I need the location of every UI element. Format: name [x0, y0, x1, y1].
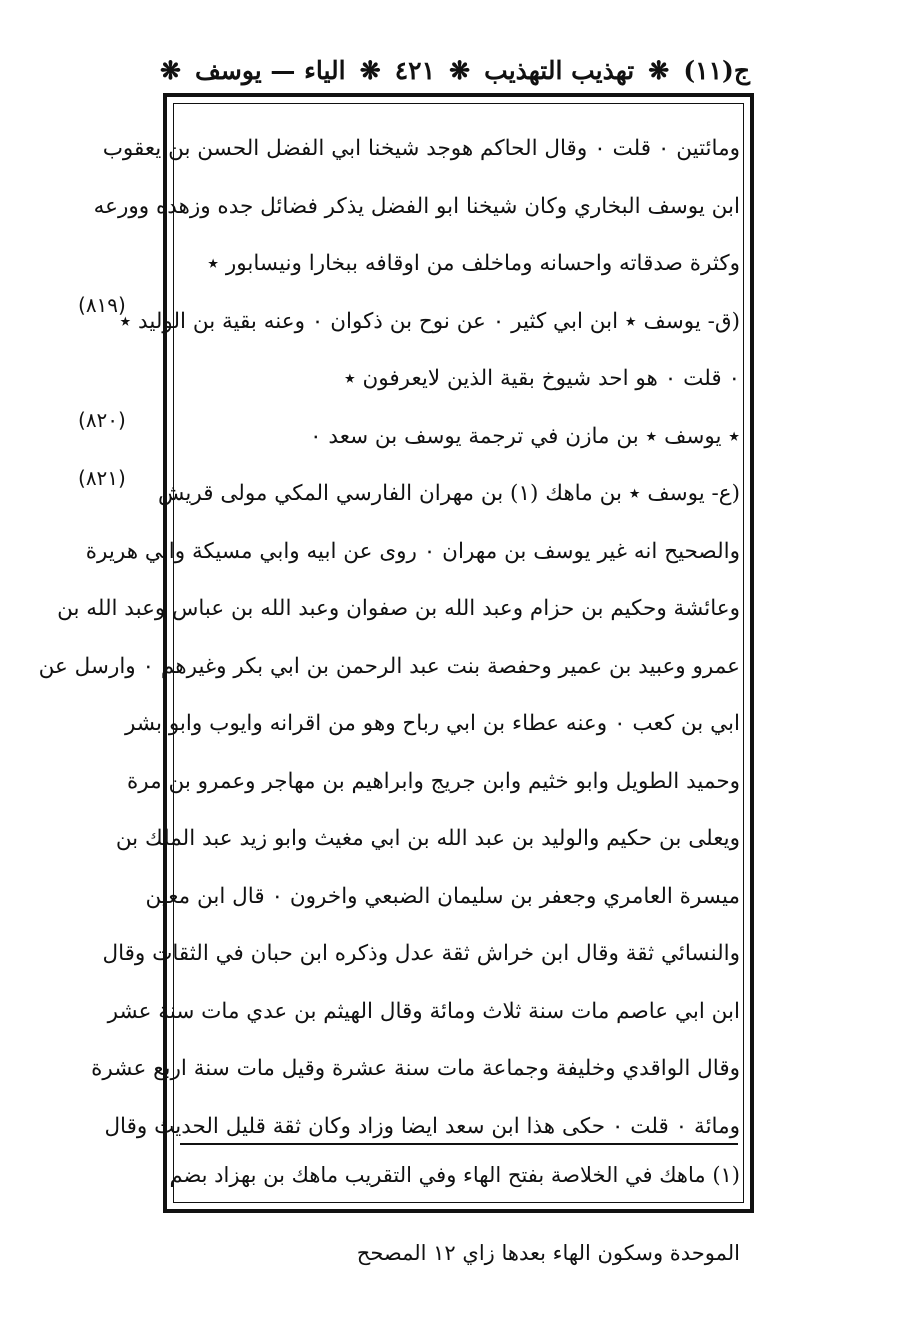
text-line: ميسرة العامري وجعفر بن سليمان الضبعي واخرون ٠ قال ابن معين	[145, 883, 740, 909]
text-line: ابن ابي عاصم مات سنة ثلاث ومائة وقال الهيثم بن عدي مات سنة عشر	[107, 998, 740, 1024]
section-title: الياء — يوسف	[195, 55, 346, 85]
ornament-icon: ❋	[449, 55, 471, 85]
text-line: ابي بن كعب ٠ وعنه عطاء بن ابي رباح وهو من اقرانه وايوب وابو بشر	[124, 711, 740, 736]
text-line: ويعلى بن حكيم والوليد بن عبد الله بن ابي مغيث وابو زيد عبد الملك بن	[115, 826, 740, 851]
text-line: عمرو وعبيد بن عمير وحفصة بنت عبد الرحمن بن ابي بكر وغيرهم ٠ وارسل عن	[38, 653, 740, 679]
text-line: ٠ قلت ٠ هو احد شيوخ بقية الذين لايعرفون ٭	[343, 366, 740, 391]
text-line: ٭ يوسف ٭ بن مازن في ترجمة يوسف بن سعد ٠	[310, 423, 740, 449]
text-line: ابن يوسف البخاري وكان شيخنا ابو الفضل يذكر فضائل جده وزهده وورعه	[93, 193, 740, 219]
volume-label: ج(١١)	[683, 55, 750, 85]
text-line: (ق- يوسف ٭ ابن ابي كثير ٠ عن نوح بن ذكوان ٠ وعنه بقية بن الوليد ٭	[119, 308, 740, 334]
page-number: ٤٢١	[394, 55, 436, 85]
text-line: ومائة ٠ قلت ٠ حكى هذا ابن سعد ايضا وزاد وكان ثقة قليل الحديث وقال	[104, 1113, 740, 1139]
text-line: وعائشة وحكيم بن حزام وعبد الله بن صفوان وعبد الله بن عباس وعبد الله بن	[57, 596, 740, 621]
ornament-icon: ❋	[648, 55, 670, 85]
ornament-icon: ❋	[359, 55, 381, 85]
book-title: تهذيب التهذيب	[484, 55, 635, 85]
footnote-divider	[180, 1143, 738, 1145]
text-line: وقال الواقدي وخليفة وجماعة مات سنة عشرة وقيل مات سنة اربع عشرة	[91, 1056, 740, 1081]
text-line: والنسائي ثقة وقال ابن خراش ثقة عدل وذكره ابن حبان في الثقات وقال	[102, 941, 740, 966]
entry-number: (٨٢٠)	[78, 408, 126, 432]
footnote-line: الموحدة وسكون الهاء بعدها زاي ١٢ المصحح	[356, 1241, 740, 1265]
entry-number: (٨١٩)	[78, 293, 126, 317]
ornament-icon: ❋	[160, 55, 181, 85]
page-header	[160, 48, 750, 92]
text-line: (ع- يوسف ٭ بن ماهك (١) بن مهران الفارسي المكي مولى قريش	[157, 481, 740, 506]
text-line: والصحيح انه غير يوسف بن مهران ٠ روى عن ابيه وابي مسيكة وابي هريرة	[85, 538, 740, 564]
text-line: وحميد الطويل وابو خثيم وابن جريج وابراهيم بن مهاجر وعمرو بن مرة	[126, 768, 740, 794]
entry-number: (٨٢١)	[78, 466, 126, 490]
text-line: ومائتين ٠ قلت ٠ وقال الحاكم هوجد شيخنا ابي الفضل الحسن بن يعقوب	[102, 136, 740, 161]
text-line: وكثرة صدقاته واحسانه وماخلف من اوقافه ببخارا ونيسابور ٭	[207, 251, 740, 276]
footnote-line: (١) ماهك في الخلاصة بفتح الهاء وفي التقريب ماهك بن بهزاد بضم	[169, 1163, 740, 1187]
